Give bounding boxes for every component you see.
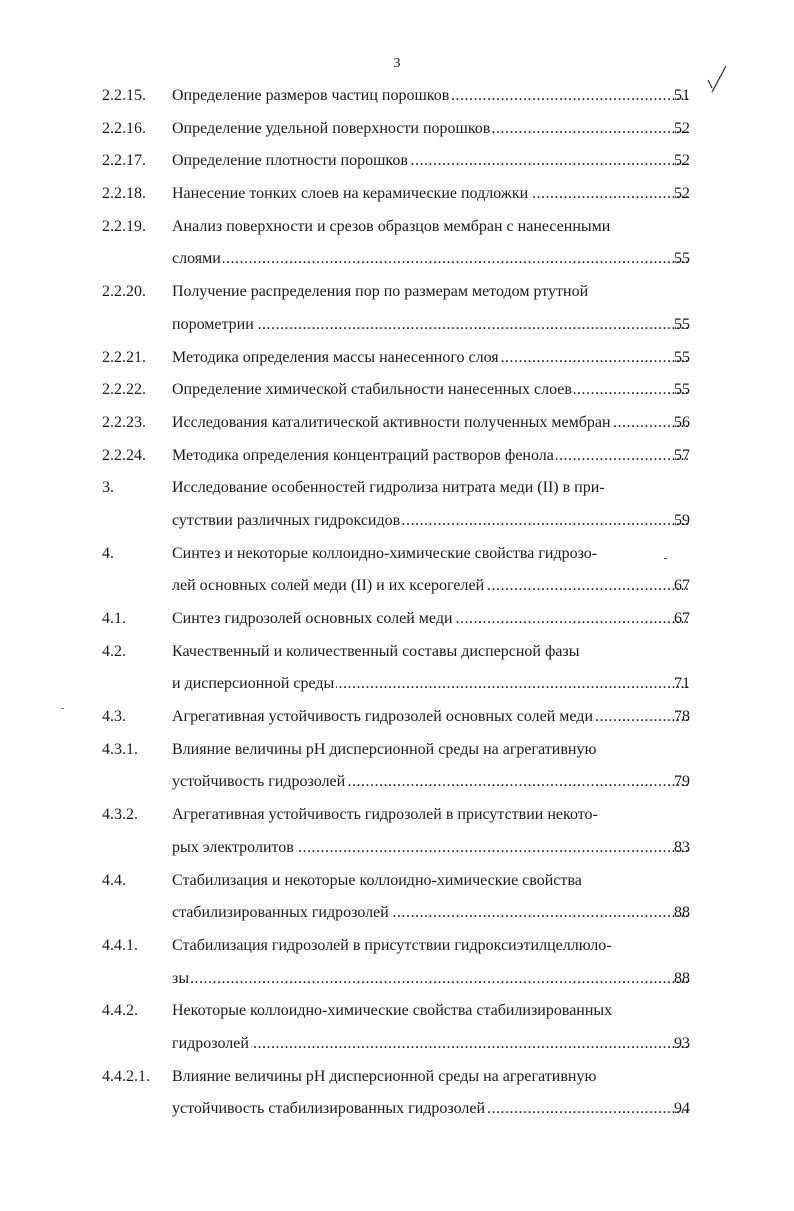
toc-entry-number: 2.2.20.	[102, 283, 146, 301]
toc-entry-line	[0, 865, 794, 898]
toc-entry-page: 79	[674, 773, 690, 791]
toc-entry-number: 2.2.21.	[102, 348, 146, 366]
toc-entry-line	[0, 570, 794, 603]
toc-entry-title: Синтез и некоторые коллоидно-химические свойства гидрозо-	[172, 544, 598, 562]
toc-entry-title: и дисперсионной среды	[172, 675, 335, 693]
toc-entry-line	[0, 832, 794, 865]
toc-entry-line	[0, 113, 794, 146]
toc-entry-page: 88	[674, 904, 690, 922]
toc-entry-page: 88	[674, 969, 690, 987]
toc-entry-line	[0, 407, 794, 440]
toc-entry-number: 2.2.24.	[102, 446, 146, 464]
toc-entry-page: 93	[674, 1034, 690, 1052]
toc-entry-line	[0, 603, 794, 636]
toc-entry-line	[0, 897, 794, 930]
toc-entry-line	[0, 440, 794, 473]
toc-entry-number: 2.2.17.	[102, 152, 146, 170]
toc-entry-title: Нанесение тонких слоев на керамические подложки	[172, 185, 529, 203]
toc-entry-line	[0, 211, 794, 244]
toc-entry-page: 56	[674, 413, 690, 431]
toc-entry-line	[0, 930, 794, 963]
toc-entry-title: гидрозолей	[172, 1034, 249, 1052]
toc-entry-title: Получение распределения пор по размерам методом ртутной	[172, 283, 589, 301]
toc-entry-number: 4.4.1.	[102, 936, 138, 954]
page-number: 3	[393, 56, 401, 71]
toc-entry-page: 78	[674, 708, 690, 726]
toc-entry-title: стабилизированных гидрозолей	[172, 904, 389, 922]
toc-entry-line	[0, 374, 794, 407]
toc-entry-number: 2.2.23.	[102, 413, 146, 431]
toc-entry-title: Стабилизация гидрозолей в присутствии гидроксиэтилцеллюло-	[172, 936, 612, 954]
toc-entry-number: 4.4.2.1.	[102, 1067, 150, 1085]
toc-entry-title: Влияние величины pH дисперсионной среды на агрегативную	[172, 740, 597, 758]
toc-entry-page: 83	[674, 838, 690, 856]
toc-entry-number: 3.	[102, 479, 114, 497]
toc-entry-number: 4.2.	[102, 642, 126, 660]
toc-entry-title: Некоторые коллоидно-химические свойства стабилизированных	[172, 1002, 613, 1020]
toc-entry-title: Агрегативная устойчивость гидрозолей в присутствии некото-	[172, 806, 598, 824]
toc-entry-line	[0, 80, 794, 113]
toc-entry-line	[0, 505, 794, 538]
toc-entry-page: 52	[674, 152, 690, 170]
toc-entry-title: Анализ поверхности и срезов образцов мембран с нанесенными	[172, 217, 611, 235]
toc-entry-page: 55	[674, 381, 690, 399]
toc-entry-number: 4.3.1.	[102, 740, 138, 758]
toc-entry-number: 4.4.	[102, 871, 126, 889]
toc-entry-page: 57	[674, 446, 690, 464]
toc-entry-page: 55	[674, 348, 690, 366]
toc-entry-line	[0, 766, 794, 799]
toc-entry-title: Определение плотности порошков	[172, 152, 408, 170]
toc-entry-title: Определение удельной поверхности порошков	[172, 119, 491, 137]
toc-entry-line	[0, 178, 794, 211]
toc-entry-line	[0, 538, 794, 571]
toc-entry-line	[0, 342, 794, 375]
toc-entry-page: 71	[674, 675, 690, 693]
toc-entry-line	[0, 799, 794, 832]
toc-entry-title: Методика определения массы нанесенного слоя	[172, 348, 499, 366]
toc-entry-line	[0, 963, 794, 996]
toc-entry-page: 52	[674, 119, 690, 137]
toc-entry-title: порометрии	[172, 315, 254, 333]
toc-entry-title: лей основных солей меди (II) и их ксерогелей	[172, 577, 485, 595]
toc-entry-title: слоями	[172, 250, 221, 268]
toc-entry-line	[0, 701, 794, 734]
toc-entry-line	[0, 995, 794, 1028]
toc-entry-title: Определение размеров частиц порошков	[172, 87, 450, 104]
toc-entry-number: 4.4.2.	[102, 1002, 138, 1020]
toc-entry-page: 59	[674, 511, 690, 529]
toc-entry-title: Стабилизация и некоторые коллоидно-химические свойства	[172, 871, 582, 889]
toc-entry-line	[0, 309, 794, 342]
toc-entry-page: 51	[674, 87, 690, 104]
toc-entry-line	[0, 1061, 794, 1094]
toc-entry-line	[0, 145, 794, 178]
toc-entry-title: Определение химической стабильности нанесенных слоев	[172, 381, 572, 399]
toc-entry-line	[0, 1093, 794, 1126]
toc-entry-page: 52	[674, 185, 690, 203]
toc-entry-title: устойчивость гидрозолей	[172, 773, 346, 791]
toc-entry-title: зы	[172, 969, 190, 987]
toc-entry-title: Синтез гидрозолей основных солей меди	[172, 610, 453, 627]
toc-entry-title: сутствии различных гидроксидов	[172, 511, 401, 529]
toc-entry-line	[0, 276, 794, 309]
toc-entry-number: 2.2.22.	[102, 381, 146, 399]
toc-entry-title: Влияние величины pH дисперсионной среды на агрегативную	[172, 1067, 597, 1085]
toc-entry-line	[0, 1028, 794, 1061]
toc-entry-number: 2.2.19.	[102, 217, 146, 235]
toc-entry-page: 67	[674, 610, 690, 627]
toc-entry-number: 4.	[102, 544, 114, 562]
toc-entry-page: 94	[674, 1100, 690, 1118]
toc-entry-line	[0, 472, 794, 505]
scan-speck	[61, 708, 64, 709]
toc-entry-title: рых электролитов	[172, 838, 294, 856]
toc-entry-number: 2.2.18.	[102, 185, 146, 203]
toc-entry-title: Агрегативная устойчивость гидрозолей основных солей меди	[172, 708, 594, 726]
toc-entry-number: 4.3.	[102, 708, 126, 726]
toc-entry-line	[0, 734, 794, 767]
scan-speck	[664, 558, 667, 559]
toc-entry-page: 55	[674, 250, 690, 268]
toc-entry-title: Исследования каталитической активности полученных мембран	[172, 413, 611, 431]
toc-entry-number: 2.2.16.	[102, 119, 146, 137]
toc-entry-title: Исследование особенностей гидролиза нитрата меди (II) в при-	[172, 479, 605, 497]
toc-entry-line	[0, 668, 794, 701]
toc-entry-number: 4.3.2.	[102, 806, 138, 824]
toc-entry-line	[0, 243, 794, 276]
toc-entry-title: устойчивость стабилизированных гидрозолей	[172, 1100, 486, 1118]
toc-entry-number: 4.1.	[102, 610, 126, 627]
table-of-contents	[0, 80, 794, 1126]
toc-entry-line	[0, 636, 794, 669]
toc-entry-title: Методика определения концентраций растворов фенола	[172, 446, 554, 464]
toc-entry-title: Качественный и количественный составы дисперсной фазы	[172, 642, 580, 660]
toc-entry-number: 2.2.15.	[102, 87, 146, 104]
toc-entry-page: 67	[674, 577, 690, 595]
toc-entry-page: 55	[674, 315, 690, 333]
